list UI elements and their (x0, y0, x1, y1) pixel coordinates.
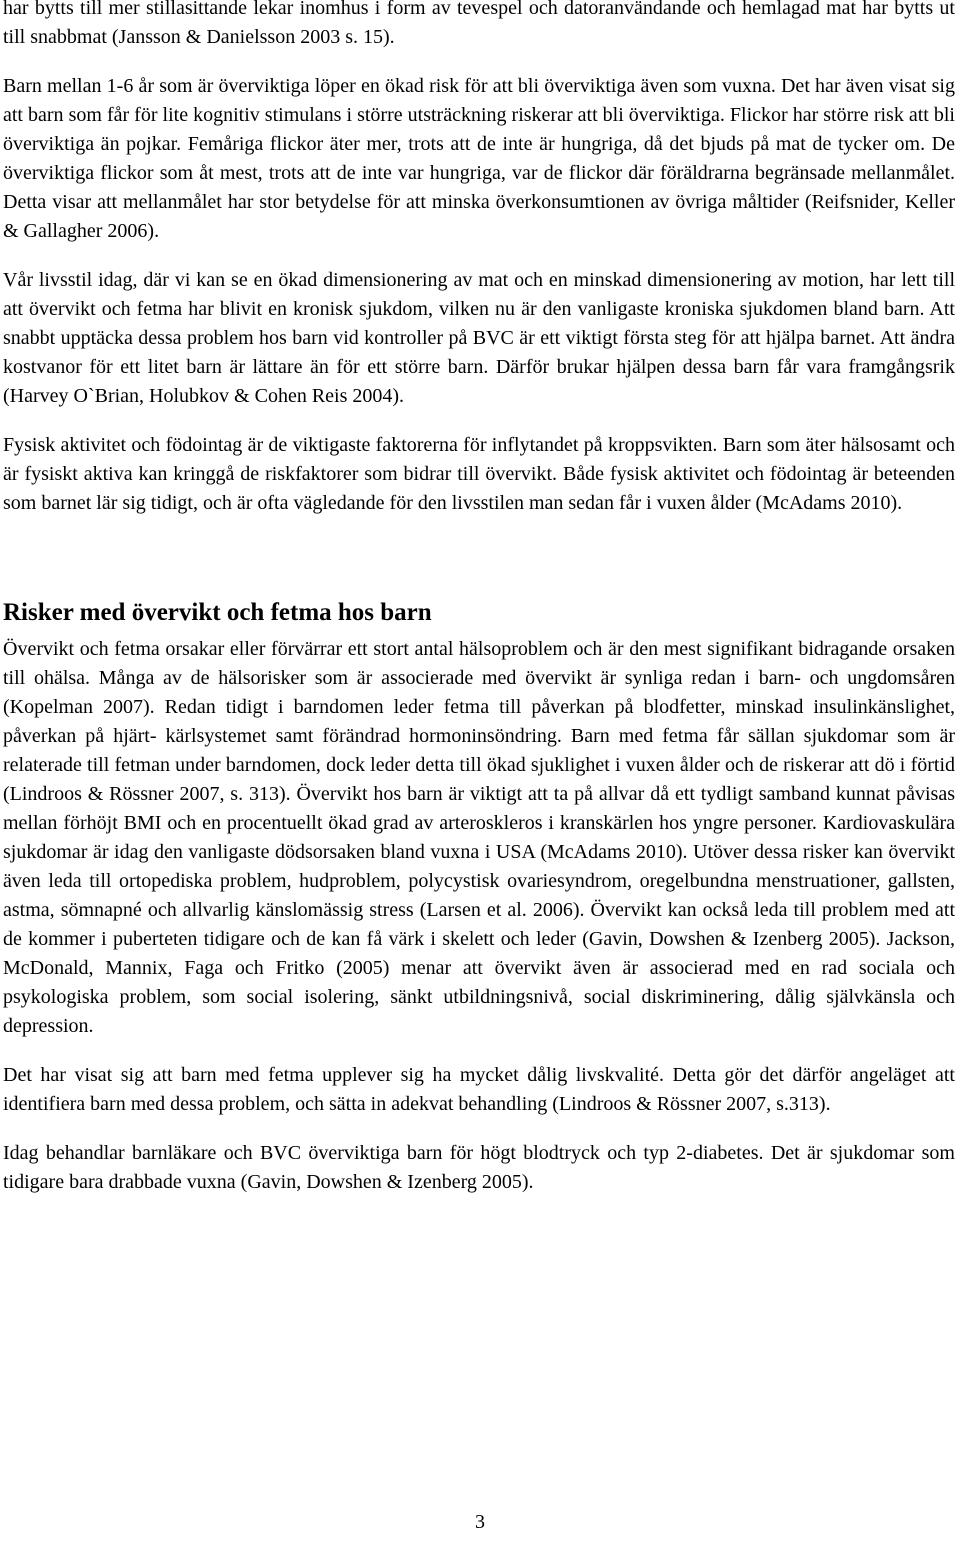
paragraph-spacer (3, 52, 955, 72)
paragraph-quality-of-life: Det har visat sig att barn med fetma upplever sig ha mycket dålig livskvalité. Detta gör det därför angeläget att identifiera barn med dessa problem, och sätta in adekvat behandling (Lindroos & Rössner 2007, s.313). (3, 1064, 955, 1115)
paragraph-treatment: Idag behandlar barnläkare och BVC överviktiga barn för högt blodtryck och typ 2-diabetes. Det är sjukdomar som tidigare bara drabbade vuxna (Gavin, Dowshen & Izenberg 2005). (3, 1142, 955, 1193)
paragraph-spacer (3, 246, 955, 266)
paragraph-lifestyle: Vår livsstil idag, där vi kan se en ökad dimensionering av mat och en minskad dimensionering av motion, har lett till att övervikt och fetma har blivit en kronisk sjukdom, vilken nu är den vanligaste kroniska sjukdomen bland barn. Att snabbt upptäcka dessa problem hos barn vid kontroller på BVC är ett viktigt första steg för att hjälpa barnet. Att ändra kostvanor för ett litet barn är lättare än för ett större barn. Därför brukar hjälpen dessa barn får vara framgångsrik (Harvey O`Brian, Holubkov & Cohen Reis 2004). (3, 269, 955, 407)
section-heading: Risker med övervikt och fetma hos barn (3, 599, 432, 626)
paragraph-physical-activity: Fysisk aktivitet och födointag är de viktigaste faktorerna för inflytandet på kroppsvikten. Barn som äter hälsosamt och är fysiskt aktiva kan kringgå de riskfaktorer som bidrar till övervikt. Både fysisk aktivitet och födointag är beteenden som barnet lär sig tidigt, och är ofta vägledande för den livsstilen man sedan får i vuxen ålder (McAdams 2010). (3, 434, 955, 514)
page-number: 3 (475, 1511, 485, 1533)
section-spacer (3, 518, 955, 597)
paragraph-health-risks: Övervikt och fetma orsakar eller förvärrar ett stort antal hälsoproblem och är den mest signifikant bidragande orsaken till ohälsa. Många av de hälsorisker som är associerade med övervikt är synliga redan i barn- och ungdomsåren (Kopelman 2007). Redan tidigt i barndomen leder fetma till påverkan på blodfetter, minskad insulinkänslighet, påverkan på hjärt- kärlsystemet samt förändrad hormoninsöndring. Barn med fetma får sällan sjukdomar som är relaterade till fetman under barndomen, dock leder detta till ökad sjuklighet i vuxen ålder och de riskerar att dö i förtid (Lindroos & Rössner 2007, s. 313). Övervikt hos barn är viktigt att ta på allvar då ett tydligt samband kunnat påvisas mellan förhöjt BMI och en procentuellt ökad grad av arteroskleros i kranskärlen hos yngre personer. Kardiovaskulära sjukdomar är idag den vanligaste dödsorsaken bland vuxna i USA (McAdams 2010). Utöver dessa risker kan övervikt även leda till ortopediska problem, hudproblem, polycystisk ovariesyndrom, oregelbundna menstruationer, gallsten, astma, sömnapné och allvarlig känslomässig stress (Larsen et al. 2006). Övervikt kan också leda till problem med att de kommer i puberteten tidigare och de kan få värk i skelett och leder (Gavin, Dowshen & Izenberg 2005). Jackson, McDonald, Mannix, Faga och Fritko (2005) menar att övervikt även är associerad med en rad sociala och psykologiska problem, som social isolering, sänkt utbildningsnivå, social diskriminering, dålig självkänsla och depression. (3, 638, 955, 1037)
paragraph-spacer (3, 1119, 955, 1139)
paragraph-risk-factors: Barn mellan 1-6 år som är överviktiga löper en ökad risk för att bli överviktiga även som vuxna. Det har även visat sig att barn som får för lite kognitiv stimulans i större utsträckning riskerar att bli överviktiga. Flickor har större risk att bli överviktiga än pojkar. Femåriga flickor äter mer, trots att de inte är hungriga, då det bjuds på mat de tycker om. De överviktiga flickor som åt mest, trots att de inte var hungriga, var de flickor där föräldrarna begränsade mellanmålet. Detta visar att mellanmålet har stor betydelse för att minska överkonsumtionen av övriga måltider (Reifsnider, Keller & Gallagher 2006). (3, 75, 955, 242)
paragraph-spacer (3, 411, 955, 431)
document-body (3, 0, 955, 1197)
paragraph-continued: har bytts till mer stillasittande lekar inomhus i form av tevespel och datoranvändande och hemlagad mat har bytts ut till snabbmat (Jansson & Danielsson 2003 s. 15). (3, 0, 955, 48)
paragraph-spacer (3, 1041, 955, 1061)
